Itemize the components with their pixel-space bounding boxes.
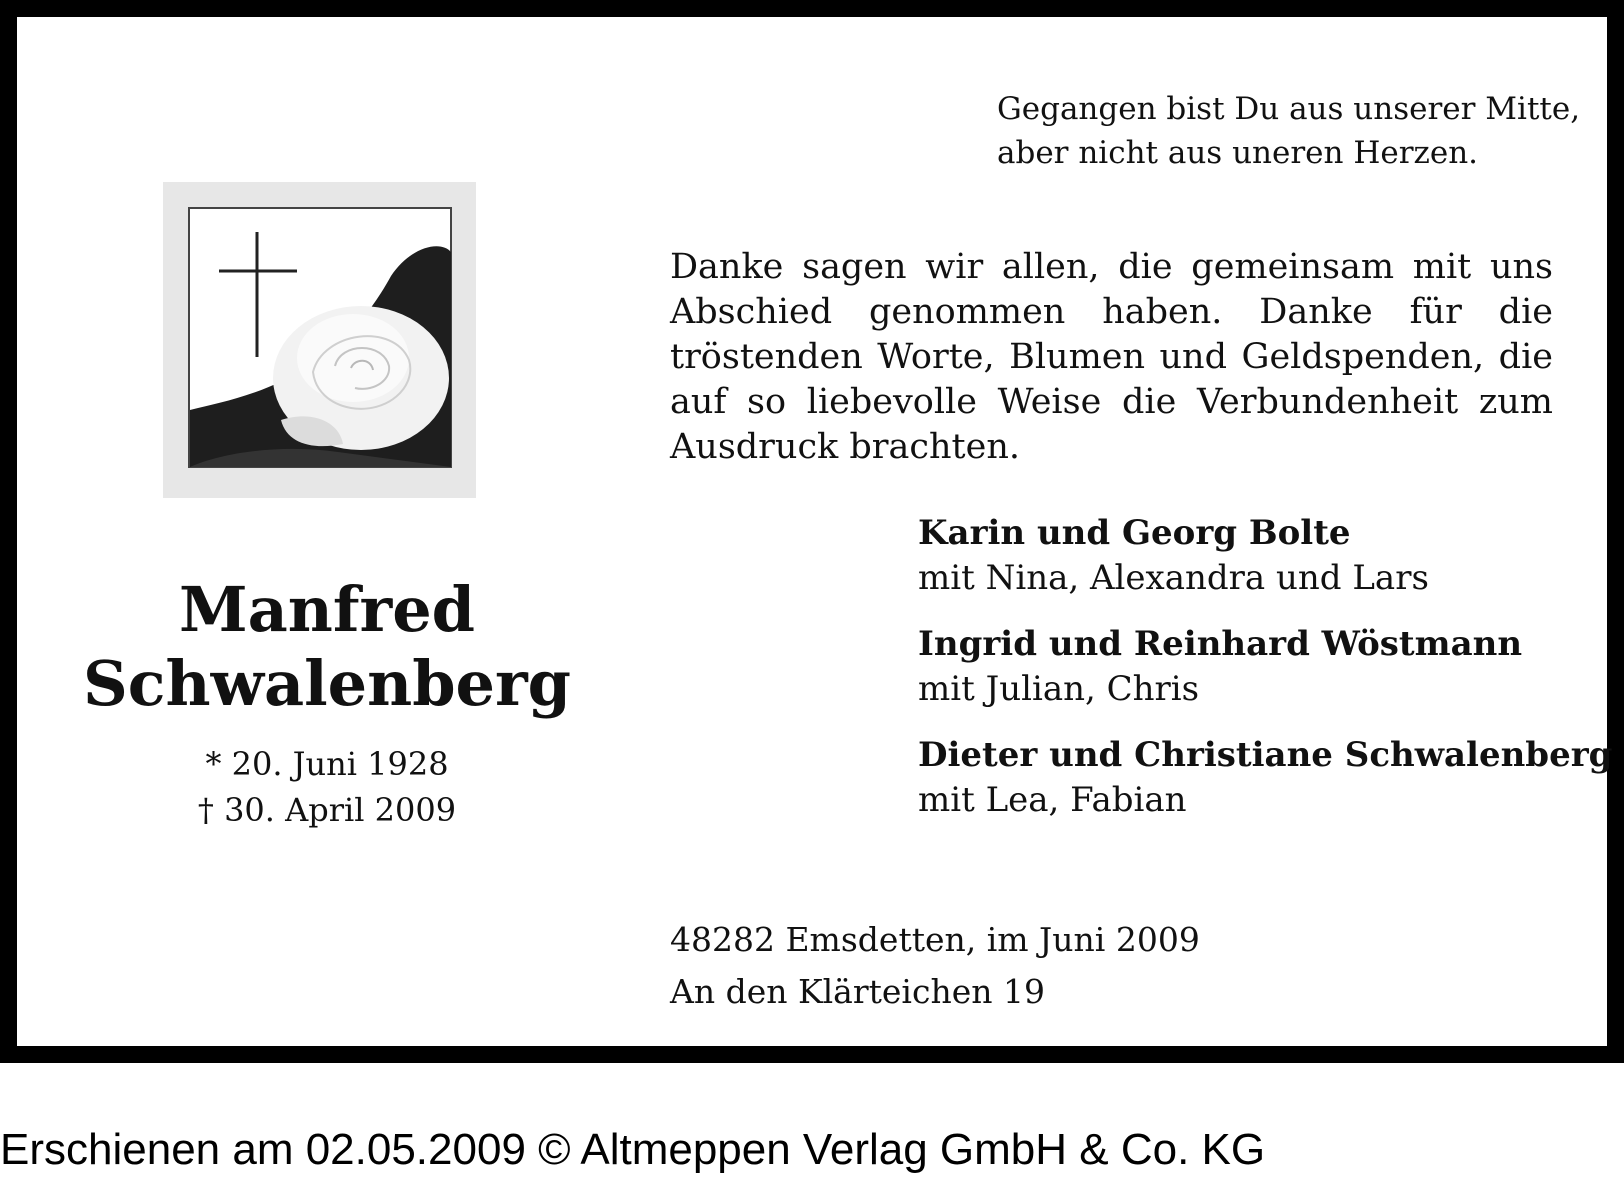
address: An den Klärteichen 19 bbox=[670, 972, 1045, 1011]
life-dates bbox=[57, 741, 597, 833]
family-children: mit Lea, Fabian bbox=[918, 780, 1187, 820]
family-name: Dieter und Christiane Schwalenberg bbox=[918, 735, 1613, 775]
family-entry bbox=[918, 733, 1618, 823]
thanks-text bbox=[670, 245, 1553, 470]
family-children: mit Nina, Alexandra und Lars bbox=[918, 558, 1429, 598]
place-and-address bbox=[670, 914, 1370, 1018]
deceased-first-name: Manfred bbox=[178, 573, 475, 646]
deceased-last-name: Schwalenberg bbox=[82, 647, 572, 720]
family-entry bbox=[918, 511, 1618, 601]
motto-line: aber nicht aus uneren Herzen. bbox=[997, 135, 1479, 171]
birth-date: * 20. Juni 1928 bbox=[205, 745, 449, 783]
family-entry bbox=[918, 622, 1618, 712]
motto-verse bbox=[997, 87, 1597, 175]
deceased-name bbox=[57, 573, 597, 721]
place-date: 48282 Emsdetten, im Juni 2009 bbox=[670, 920, 1200, 959]
motto-line: Gegangen bist Du aus unserer Mitte, bbox=[997, 91, 1581, 127]
cross-and-rose-photo bbox=[163, 182, 476, 498]
thanks-paragraph: Danke sagen wir allen, die gemeinsam mit uns Abschied genommen haben. Danke für die tröstenden Worte, Blumen und Geldspenden, die auf so liebevolle Weise die Verbundenheit zum Ausdruck brachten. bbox=[670, 247, 1553, 467]
death-date: † 30. April 2009 bbox=[197, 791, 457, 829]
family-name: Ingrid und Reinhard Wöstmann bbox=[918, 624, 1523, 664]
family-name: Karin und Georg Bolte bbox=[918, 513, 1351, 553]
family-children: mit Julian, Chris bbox=[918, 669, 1200, 709]
photo-image bbox=[163, 182, 476, 498]
publication-footer: Erschienen am 02.05.2009 © Altmeppen Verlag GmbH & Co. KG bbox=[0, 1125, 1266, 1174]
mourners-list bbox=[918, 511, 1618, 844]
